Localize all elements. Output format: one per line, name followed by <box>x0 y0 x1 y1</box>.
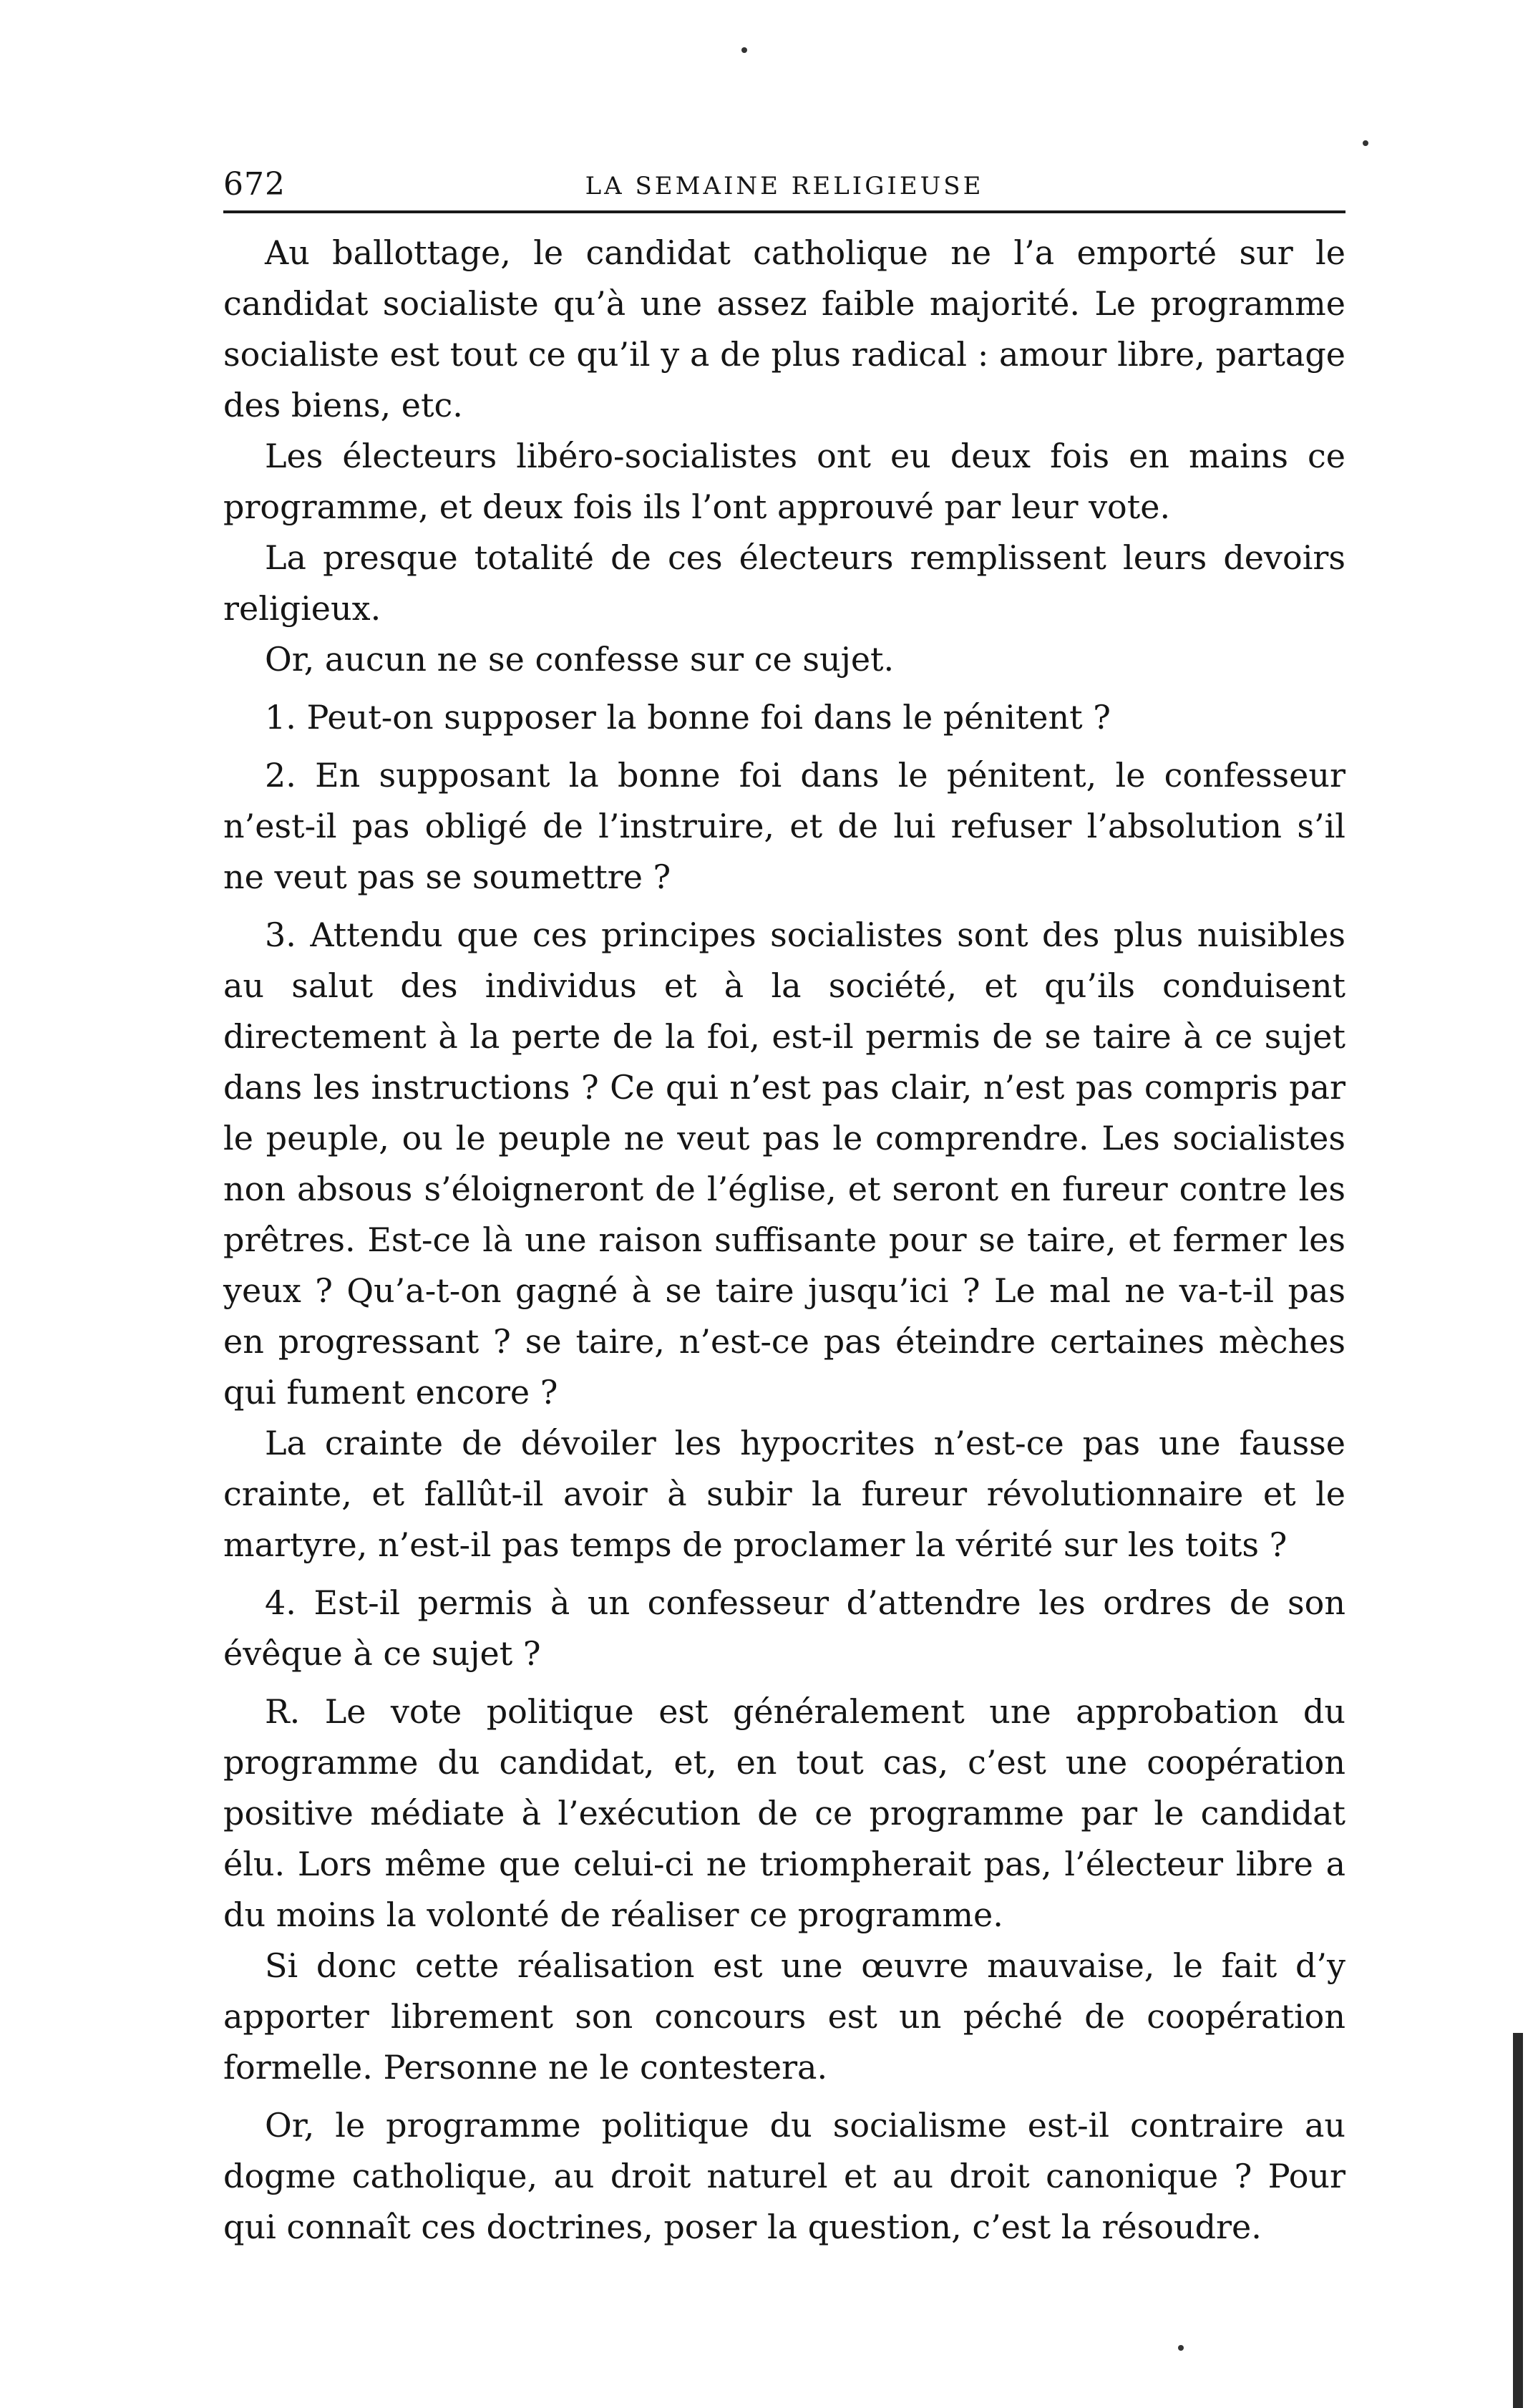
paragraph: Or, le programme politique du socialisme est-il contraire au dogme catholique, au droit naturel et au droit canonique ? Pour qui connaît ces doctrines, poser la question, c’est la résoudre. <box>223 2106 1345 2246</box>
paragraph: Les électeurs libéro-socialistes ont eu deux fois en mains ce programme, et deux fois ils l’ont approuvé par leur vote. <box>223 437 1345 526</box>
page-header <box>223 163 1345 208</box>
body-text <box>223 228 1345 2253</box>
question-4: 4. Est-il permis à un confesseur d’attendre les ordres de son évêque à ce sujet ? <box>223 1583 1345 1673</box>
paragraph: Si donc cette réalisation est une œuvre mauvaise, le fait d’y apporter librement son concours est un péché de coopération formelle. Personne ne le contestera. <box>223 1946 1345 2087</box>
question-1: 1. Peut-on supposer la bonne foi dans le pénitent ? <box>265 698 1111 737</box>
paragraph: Au ballottage, le candidat catholique ne l’a emporté sur le candidat socialiste qu’à une assez faible majorité. Le programme socialiste est tout ce qu’il y a de plus radical : amour libre, partage des biens, etc. <box>223 233 1345 424</box>
scan-speck <box>1178 2345 1184 2351</box>
scan-edge-bar <box>1513 2033 1523 2408</box>
running-title: LA SEMAINE RELIGIEUSE <box>585 172 984 200</box>
question-2: 2. En supposant la bonne foi dans le pénitent, le confesseur n’est-il pas obligé de l’instruire, et de lui refuser l’absolution s’il ne veut pas se soumettre ? <box>223 756 1345 896</box>
paragraph: La presque totalité de ces électeurs remplissent leurs devoirs religieux. <box>223 538 1345 628</box>
paragraph: La crainte de dévoiler les hypocrites n’est-ce pas une fausse crainte, et fallût-il avoir à subir la fureur révolutionnaire et le martyre, n’est-il pas temps de proclamer la vérité sur les toits ? <box>223 1424 1345 1564</box>
header-rule <box>223 210 1345 213</box>
scan-speck <box>1363 140 1368 146</box>
page-number: 672 <box>223 166 286 203</box>
paragraph: Or, aucun ne se confesse sur ce sujet. <box>265 640 895 679</box>
scan-speck <box>741 47 747 53</box>
question-3: 3. Attendu que ces principes socialistes sont des plus nuisibles au salut des individus et à la société, et qu’ils conduisent directement à la perte de la foi, est-il permis de se taire à ce sujet dans les instructions ? Ce qui n’est pas clair, n’est pas compris par le peuple, ou le peuple ne veut pas le comprendre. Les socialistes non absous s’éloigneront de l’église, et seront en fureur contre les prêtres. Est-ce là une raison suffisante pour se taire, et fermer les yeux ? Qu’a-t-on gagné à se taire jusqu’ici ? Le mal ne va-t-il pas en progressant ? se taire, n’est-ce pas éteindre certaines mèches qui fument encore ? <box>223 916 1345 1412</box>
response: R. Le vote politique est généralement une approbation du programme du candidat, et, en tout cas, c’est une coopération positive médiate à l’exécution de ce programme par le candidat élu. Lors même que celui-ci ne triompherait pas, l’électeur libre a du moins la volonté de réaliser ce programme. <box>223 1692 1345 1934</box>
